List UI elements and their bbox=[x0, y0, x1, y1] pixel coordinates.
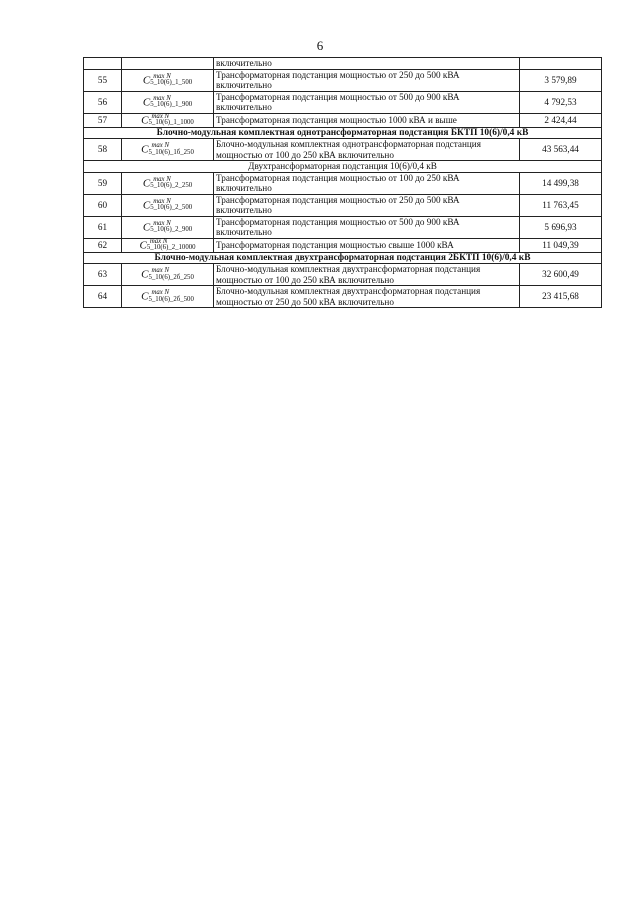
row-value: 4 792,53 bbox=[520, 91, 602, 113]
row-description: Трансформаторная подстанция мощностью от 500 до 900 кВА включительно bbox=[214, 91, 520, 113]
row-number: 60 bbox=[84, 194, 122, 216]
row-number: 63 bbox=[84, 264, 122, 286]
symbol-base: C bbox=[142, 198, 151, 211]
rate-symbol bbox=[122, 139, 214, 161]
row-number: 57 bbox=[84, 113, 122, 127]
row-number: 58 bbox=[84, 139, 122, 161]
subsection-header-two-transformer bbox=[84, 161, 602, 173]
row-description: Блочно-модульная комплектная двухтрансформаторная подстанция мощностью от 250 до 500 кВА включительно bbox=[214, 286, 520, 308]
subsection-title: Двухтрансформаторная подстанция 10(6)/0,4 кВ bbox=[84, 161, 602, 173]
symbol-base: C bbox=[141, 143, 149, 156]
symbol-subscript: 5_10(6)_2б_500 bbox=[148, 295, 194, 303]
row-value: 14 499,38 bbox=[520, 172, 602, 194]
row-number: 61 bbox=[84, 216, 122, 238]
symbol-subscript: 5_10(6)_1б_250 bbox=[148, 148, 194, 156]
row-description: Блочно-модульная комплектная двухтрансформаторная подстанция мощностью от 100 до 250 кВА включительно bbox=[214, 264, 520, 286]
table-row bbox=[84, 91, 602, 113]
table-row bbox=[84, 264, 602, 286]
row-number: 59 bbox=[84, 172, 122, 194]
table-row bbox=[84, 69, 602, 91]
row-description: Трансформаторная подстанция мощностью от 250 до 500 кВА включительно bbox=[214, 194, 520, 216]
table-row bbox=[84, 113, 602, 127]
row-description: включительно bbox=[214, 58, 520, 70]
symbol-base: C bbox=[142, 176, 151, 189]
row-value: 43 563,44 bbox=[520, 139, 602, 161]
rate-symbol bbox=[122, 91, 214, 113]
row-description: Трансформаторная подстанция мощностью от 100 до 250 кВА включительно bbox=[214, 172, 520, 194]
rate-symbol bbox=[122, 286, 214, 308]
row-value: 11 763,45 bbox=[520, 194, 602, 216]
symbol-base: C bbox=[142, 95, 151, 108]
symbol-superscript: max N bbox=[153, 175, 171, 183]
table-row bbox=[84, 139, 602, 161]
row-description: Блочно-модульная комплектная однотрансформаторная подстанция мощностью от 100 до 250 кВА включительно bbox=[214, 139, 520, 161]
row-number: 56 bbox=[84, 91, 122, 113]
rate-symbol bbox=[122, 216, 214, 238]
row-value: 11 049,39 bbox=[520, 238, 602, 252]
table-row bbox=[84, 172, 602, 194]
symbol-subscript: 5_10(6)_2б_250 bbox=[148, 273, 194, 281]
symbol-subscript: 5_10(6)_1_500 bbox=[150, 79, 193, 86]
symbol-subscript: 5_10(6)_2_500 bbox=[150, 204, 193, 211]
symbol-base: C bbox=[139, 238, 147, 251]
section-header-bktp bbox=[84, 127, 602, 139]
symbol-subscript: 5_10(6)_1_1000 bbox=[148, 119, 194, 126]
page-number: 6 bbox=[316, 38, 324, 53]
symbol-base: C bbox=[141, 113, 149, 126]
row-description: Трансформаторная подстанция мощностью от 250 до 500 кВА включительно bbox=[214, 69, 520, 91]
table-row-continuation bbox=[84, 58, 602, 70]
row-number: 64 bbox=[84, 286, 122, 308]
row-value: 32 600,49 bbox=[520, 264, 602, 286]
symbol-superscript: max N bbox=[153, 72, 171, 80]
section-title: Блочно-модульная комплектная однотрансформаторная подстанция БКТП 10(6)/0,4 кВ bbox=[84, 127, 602, 139]
row-description: Трансформаторная подстанция мощностью свыше 1000 кВА bbox=[214, 238, 520, 252]
row-description: Трансформаторная подстанция мощностью 1000 кВА и выше bbox=[214, 113, 520, 127]
row-value: 2 424,44 bbox=[520, 113, 602, 127]
rate-symbol bbox=[122, 264, 214, 286]
section-title: Блочно-модульная комплектная двухтрансформаторная подстанция 2БКТП 10(6)/0,4 кВ bbox=[84, 252, 602, 264]
symbol-base: C bbox=[141, 268, 149, 281]
section-header-2bktp bbox=[84, 252, 602, 264]
symbol-subscript: 5_10(6)_1_900 bbox=[150, 101, 193, 108]
table-row bbox=[84, 194, 602, 216]
symbol-subscript: 5_10(6)_2_900 bbox=[150, 226, 193, 233]
row-value: 23 415,68 bbox=[520, 286, 602, 308]
row-value: 5 696,93 bbox=[520, 216, 602, 238]
rate-symbol bbox=[122, 238, 214, 252]
symbol-superscript: max N bbox=[151, 112, 170, 120]
symbol-subscript: 5_10(6)_2_10000 bbox=[146, 244, 196, 251]
symbol-superscript: max N bbox=[153, 219, 171, 227]
table-row bbox=[84, 216, 602, 238]
rate-symbol bbox=[122, 172, 214, 194]
symbol-base: C bbox=[142, 73, 151, 86]
symbol-superscript: max N bbox=[153, 197, 171, 205]
row-description: Трансформаторная подстанция мощностью от 500 до 900 кВА включительно bbox=[214, 216, 520, 238]
tariff-table bbox=[83, 57, 602, 308]
symbol-superscript: max N bbox=[153, 94, 171, 102]
rate-symbol bbox=[122, 194, 214, 216]
symbol-superscript: max N bbox=[151, 267, 170, 274]
symbol-superscript: max N bbox=[149, 237, 168, 245]
table-row bbox=[84, 286, 602, 308]
rate-symbol bbox=[122, 69, 214, 91]
row-number: 55 bbox=[84, 69, 122, 91]
symbol-superscript: max N bbox=[151, 142, 170, 149]
table-row bbox=[84, 238, 602, 252]
symbol-base: C bbox=[142, 220, 151, 233]
symbol-superscript: max N bbox=[151, 289, 170, 296]
symbol-base: C bbox=[141, 290, 149, 303]
rate-symbol bbox=[122, 113, 214, 127]
symbol-subscript: 5_10(6)_2_250 bbox=[150, 182, 193, 189]
row-number: 62 bbox=[84, 238, 122, 252]
row-value: 3 579,89 bbox=[520, 69, 602, 91]
